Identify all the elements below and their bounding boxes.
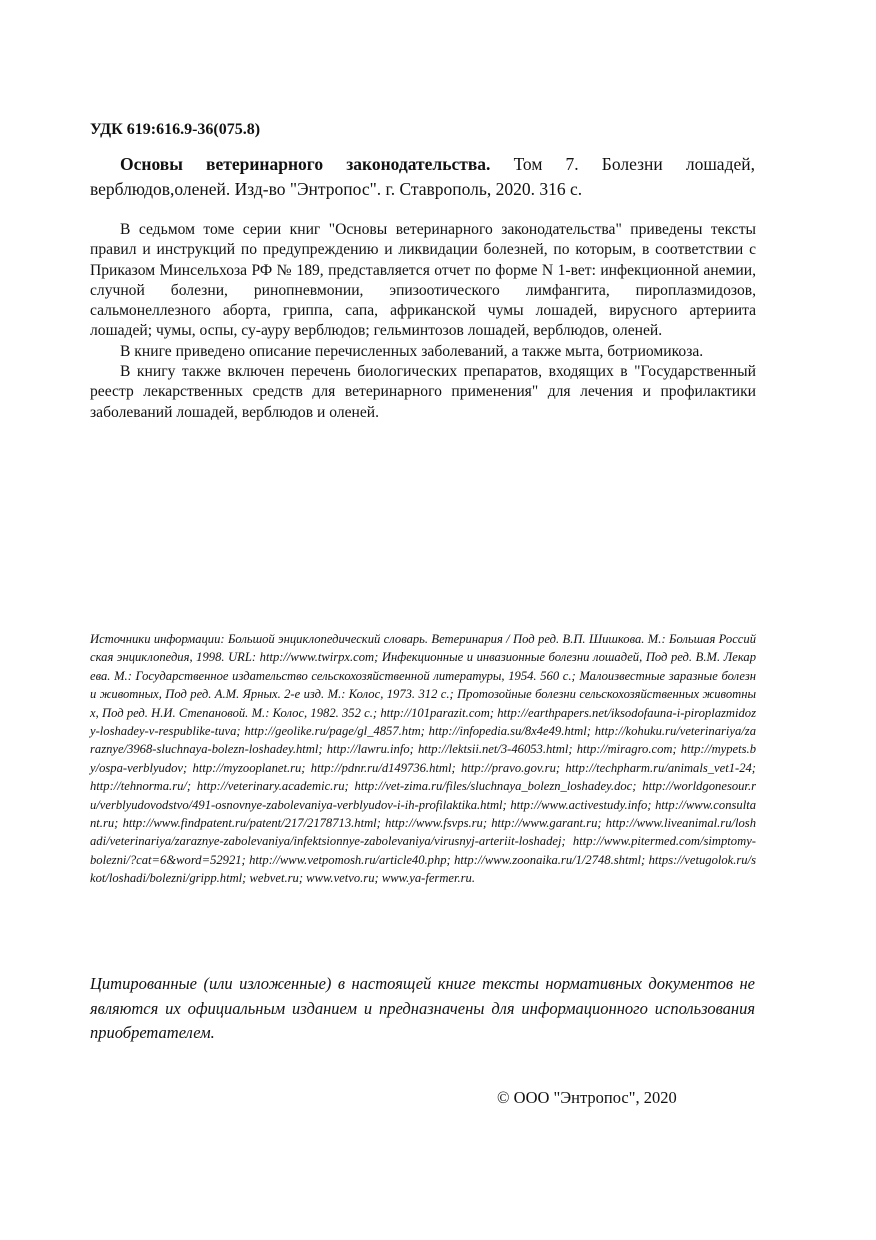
abstract [90, 220, 756, 423]
book-title: Основы ветеринарного законодательства. [120, 154, 491, 174]
udk-code: УДК 619:616.9-36(075.8) [90, 121, 261, 138]
copyright: © ООО "Энтропос", 2020 [497, 1088, 677, 1107]
sources-of-information: Источники информации: Большой энциклопедический словарь. Ветеринария / Под ред. В.П. Шишкова. М.: Большая Российская энциклопедия, 1998. URL: http://www.twirpx.com; Инфекционные и инвазионные болезни лошадей, Под ред. В.М. Лекарева. М.: Государственное издательство сельскохозяйственной литературы, 1954. 560 с.; Малоизвестные заразные болезни животных, Под ред. А.М. Ярных. 2-е изд. М.: Колос, 1973. 312 с.; Протозойные болезни сельскохозяйственных животных, Под ред. Н.И. Степановой. М.: Колос, 1982. 352 с.; http://101parazit.com; http://earthpapers.net/iksodofauna-i-piroplazmidozy-loshadey-v-respublike-tuva; http://geolike.ru/page/gl_4857.htm; http://infopedia.su/8x4e49.html; http://kohuku.ru/veterinariya/zaraznye/3968-sluchnaya-bolezn-loshadey.html; http://lawru.info; http://lektsii.net/3-46053.html; http://miragro.com; http://mypets.by/ospa-verblyudov; http://myzooplanet.ru; http://pdnr.ru/d149736.html; http://pravo.gov.ru; http://techpharm.ru/animals_vet1-24; http://tehnorma.ru/; http://veterinary.academic.ru; http://vet-zima.ru/files/sluchnaya_bolezn_loshadey.doc; http://worldgonesour.ru/verblyudovodstvo/491-osnovnye-zabolevaniya-verblyudov-i-ih-profilaktika.html; http://www.activestudy.info; http://www.consultant.ru; http://www.findpatent.ru/patent/217/2178713.html; http://www.fsvps.ru; http://www.garant.ru; http://www.liveanimal.ru/loshadi/veterinariya/zaraznye-zabolevaniya/infektsionnye-zabolevaniya/virusnyj-arteriit-loshadej; http://www.pitermed.com/simptomy-bolezni/?cat=6&word=52921; http://www.vetpomosh.ru/article40.php; http://www.zoonaika.ru/1/2748.shtml; https://vetugolok.ru/skot/loshadi/bolezni/gripp.html; webvet.ru; www.vetvo.ru; www.ya-fermer.ru. [90, 632, 756, 886]
legal-notice: Цитированные (или изложенные) в настоящей книге тексты нормативных документов не являются их официальным изданием и предназначены для информационного использования приобретателем. [90, 974, 755, 1042]
book-details: Том 7. Болезни лошадей, верблюдов,оленей. Изд-во "Энтропос". г. Ставрополь, 2020. 316 с. [90, 154, 755, 199]
bibliographic-record [90, 152, 755, 202]
abstract-paragraph: В седьмом томе серии книг "Основы ветеринарного законодательства" приведены тексты правил и инструкций по предупреждению и ликвидации болезней, по которым, в соответствии с Приказом Минсельхоза РФ № 189, представляется отчет по форме N 1-вет: инфекционной анемии, случной болезни, ринопневмонии, эпизоотического лимфангита, пироплазмидозов, сальмонеллезного аборта, гриппа, сапа, африканской чумы лошадей, вирусного артериита лошадей; чумы, оспы, су-ауру верблюдов; гельминтозов лошадей, верблюдов, оленей. [90, 221, 756, 340]
abstract-paragraph: В книге приведено описание перечисленных заболеваний, а также мыта, ботриомикоза. [120, 342, 704, 360]
abstract-paragraph: В книгу также включен перечень биологических препаратов, входящих в "Государственный реестр лекарственных средств для ветеринарного применения" для лечения и профилактики заболеваний лошадей, верблюдов и оленей. [90, 363, 756, 421]
